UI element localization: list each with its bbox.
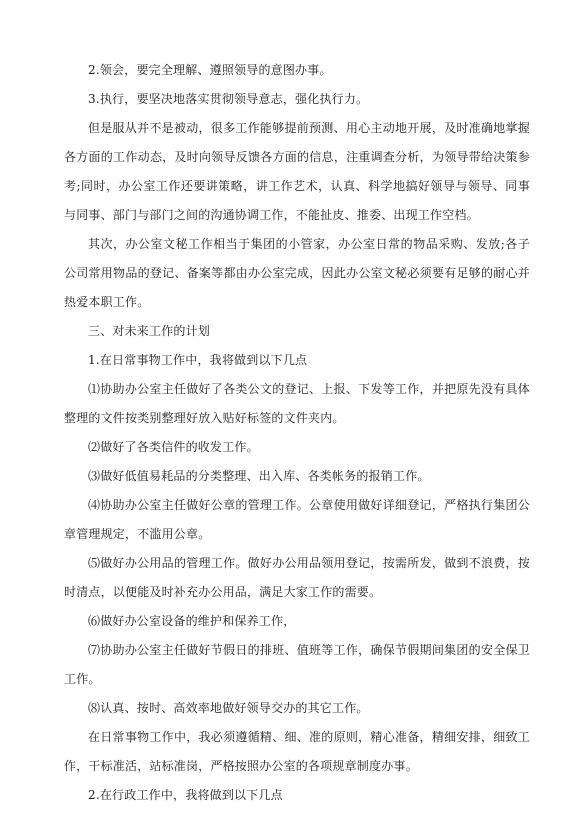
list-item: ⑻认真、按时、高效率地做好领导交办的其它工作。: [88, 701, 369, 715]
list-item: ⑷协助办公室主任做好公章的管理工作。公章使用做好详细登记，严格执行集团公章管理规定，不滥用公章。: [64, 498, 530, 541]
paragraph: 3.执行，要坚决地落实贯彻领导意志，强化执行力。: [88, 92, 369, 106]
paragraph: 2.领会，要完全理解、遵照领导的意图办事。: [88, 63, 332, 77]
paragraph: 但是服从并不是被动，很多工作能够提前预测、用心主动地开展，及时准确地掌握各方面的工作动态，及时向领导反馈各方面的信息，注重调查分析，为领导带给决策参考;同时，办公室工作还要讲策略，讲工作艺术，认真、科学地搞好领导与领导、同事与同事、部门与部门之间的沟通协调工作，不能扯皮、推委、出现工作空档。: [64, 121, 530, 222]
list-item: ⑶做好低值易耗品的分类整理、出入库、各类帐务的报销工作。: [88, 469, 430, 483]
paragraph: 其次，办公室文秘工作相当于集团的小管家，办公室日常的物品采购、发放;各子公司常用物品的登记、备案等都由办公室完成，因此办公室文秘必须要有足够的耐心并热爱本职工作。: [64, 237, 530, 309]
list-item: ⑹做好办公室设备的维护和保养工作，: [88, 614, 296, 628]
list-item: ⑸做好办公用品的管理工作。做好办公用品领用登记，按需所发，做到不浪费，按时清点，以便能及时补充办公用品，满足大家工作的需要。: [64, 556, 530, 599]
list-item: ⑴协助办公室主任做好了各类公文的登记、上报、下发等工作，并把原先没有具体整理的文件按类别整理好放入贴好标签的文件夹内。: [64, 382, 530, 425]
paragraph: 在日常事物工作中，我必须遵循精、细、准的原则，精心准备，精细安排，细致工作，干标准活，站标准岗，严格按照办公室的各项规章制度办事。: [64, 730, 530, 773]
list-item: ⑺协助办公室主任做好节假日的排班、值班等工作，确保节假期间集团的安全保卫工作。: [64, 643, 530, 686]
subsection-heading: 1.在日常事物工作中，我将做到以下几点: [88, 353, 308, 367]
section-heading: 三、对未来工作的计划: [88, 324, 211, 338]
list-item: ⑵做好了各类信件的收发工作。: [88, 440, 259, 454]
subsection-heading: 2.在行政工作中，我将做到以下几点: [88, 788, 283, 802]
